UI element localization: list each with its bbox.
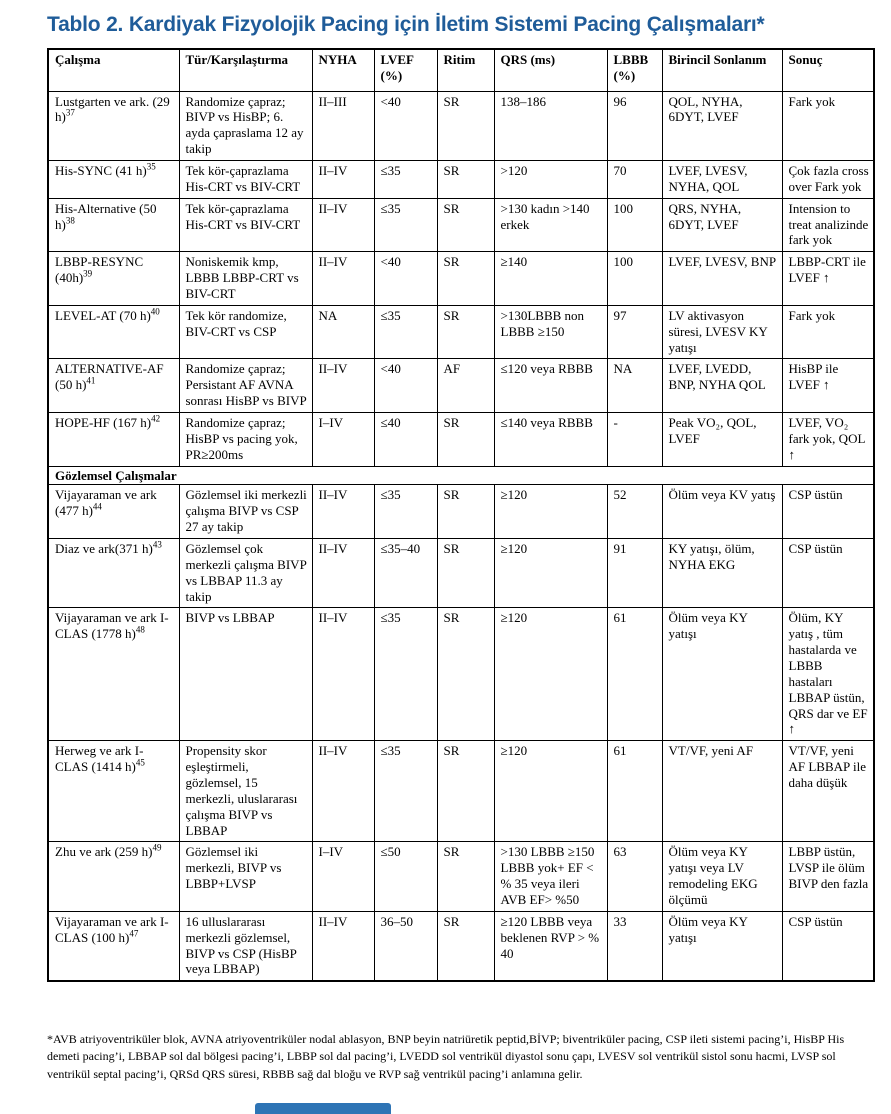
column-header-lvef: LVEF (%) <box>374 49 437 91</box>
cell-tur: Tek kör-çaprazlama His-CRT vs BIV-CRT <box>179 160 312 198</box>
reference-superscript: 48 <box>135 624 145 635</box>
cell-tur: Gözlemsel çok merkezli çalışma BIVP vs LBBAP 11.3 ay takip <box>179 538 312 607</box>
cell-calisma: LEVEL-AT (70 h)$^{40}$ <box>48 305 179 359</box>
cell-qrs: 138–186 <box>494 91 607 160</box>
table-row <box>48 305 874 359</box>
column-header-ritim: Ritim <box>437 49 494 91</box>
reference-superscript: 44 <box>92 501 102 512</box>
reference-superscript: 41 <box>86 375 96 386</box>
cell-lbbb: 96 <box>607 91 662 160</box>
cell-qrs: ≤120 veya RBBB <box>494 359 607 413</box>
table-row <box>48 252 874 306</box>
cell-lvef: <40 <box>374 359 437 413</box>
cell-lvef: ≤35 <box>374 198 437 252</box>
cell-lbbb: - <box>607 412 662 466</box>
page-title: Tablo 2. Kardiyak Fizyolojik Pacing için İletim Sistemi Pacing Çalışmaları* <box>47 13 765 36</box>
cell-calisma: Vijayaraman ve ark I-CLAS (1778 h)$^{48}$ <box>48 608 179 741</box>
table-row <box>48 608 874 741</box>
cell-calisma: His-Alternative (50 h)$^{38}$ <box>48 198 179 252</box>
cell-calisma: LBBP-RESYNC $(40h)^{39}$ <box>48 252 179 306</box>
cell-ritim: SR <box>437 412 494 466</box>
cell-ritim: SR <box>437 538 494 607</box>
cell-calisma: Lustgarten ve ark. (29 h)$^{37}$ <box>48 91 179 160</box>
cell-lvef: ≤35–40 <box>374 538 437 607</box>
cell-birincil: Ölüm veya KV yatış <box>662 485 782 539</box>
cell-lbbb: 52 <box>607 485 662 539</box>
cell-calisma: His-SYNC (41 h)$^{35}$ <box>48 160 179 198</box>
partial-blue-element <box>255 1103 391 1114</box>
cell-sonuc: VT/VF, yeni AF LBBAP ile daha düşük <box>782 741 874 842</box>
cell-tur: Tek kör randomize, BIV-CRT vs CSP <box>179 305 312 359</box>
cell-birincil: VT/VF, yeni AF <box>662 741 782 842</box>
cell-ritim: SR <box>437 741 494 842</box>
cell-nyha: II–IV <box>312 252 374 306</box>
table-row <box>48 538 874 607</box>
cell-tur: Noniskemik kmp, LBBB LBBP-CRT vs BIV-CRT <box>179 252 312 306</box>
cell-nyha: II–IV <box>312 741 374 842</box>
cell-qrs: >120 <box>494 160 607 198</box>
cell-sonuc: Fark yok <box>782 305 874 359</box>
table-row <box>48 359 874 413</box>
cell-calisma: Vijayaraman ve ark I-CLAS (100 h)$^{47}$ <box>48 911 179 981</box>
cell-sonuc: CSP üstün <box>782 485 874 539</box>
reference-superscript: 43 <box>152 539 162 550</box>
cell-lvef: ≤35 <box>374 305 437 359</box>
cell-birincil: LVEF, LVESV, BNP <box>662 252 782 306</box>
reference-superscript: 37 <box>65 108 75 119</box>
cell-nyha: I–IV <box>312 412 374 466</box>
cell-calisma: Vijayaraman ve ark (477 h)$^{44}$ <box>48 485 179 539</box>
cell-lbbb: NA <box>607 359 662 413</box>
cell-qrs: ≥120 <box>494 485 607 539</box>
section-divider-row <box>48 466 874 485</box>
cell-ritim: SR <box>437 608 494 741</box>
cell-ritim: SR <box>437 91 494 160</box>
column-header-lbbb: LBBB (%) <box>607 49 662 91</box>
cell-ritim: SR <box>437 252 494 306</box>
cell-lvef: ≤35 <box>374 741 437 842</box>
cell-lbbb: 33 <box>607 911 662 981</box>
cell-ritim: SR <box>437 911 494 981</box>
cell-qrs: >130 kadın >140 erkek <box>494 198 607 252</box>
cell-birincil: Peak VO₂, QOL, LVEF <box>662 412 782 466</box>
cell-lbbb: 91 <box>607 538 662 607</box>
table-row <box>48 198 874 252</box>
cell-tur: 16 ulluslararası merkezli gözlemsel, BIVP vs CSP (HisBP veya LBBAP) <box>179 911 312 981</box>
cell-qrs: ≥120 <box>494 538 607 607</box>
cell-sonuc: CSP üstün <box>782 911 874 981</box>
cell-nyha: II–IV <box>312 198 374 252</box>
cell-sonuc: Ölüm, KY yatış , tüm hastalarda ve LBBB hastaları LBBAP üstün, QRS dar ve EF ↑ <box>782 608 874 741</box>
cell-nyha: II–IV <box>312 538 374 607</box>
cell-tur: Randomize çapraz; HisBP vs pacing yok, PR≥200ms <box>179 412 312 466</box>
table-row <box>48 91 874 160</box>
cell-birincil: LVEF, LVEDD, BNP, NYHA QOL <box>662 359 782 413</box>
cell-calisma: Herweg ve ark I-CLAS (1414 h)$^{45}$ <box>48 741 179 842</box>
cell-tur: Propensity skor eşleştirmeli, gözlemsel, 15 merkezli, uluslararası çalışma BIVP vs LBBAP <box>179 741 312 842</box>
cell-tur: Gözlemsel iki merkezli çalışma BIVP vs CSP 27 ay takip <box>179 485 312 539</box>
reference-superscript: 45 <box>135 757 145 768</box>
table-row <box>48 412 874 466</box>
cell-lbbb: 61 <box>607 608 662 741</box>
table-row <box>48 485 874 539</box>
cell-lvef: <40 <box>374 91 437 160</box>
column-header-tur: Tür/Karşılaştırma <box>179 49 312 91</box>
cell-tur: BIVP vs LBBAP <box>179 608 312 741</box>
cell-nyha: I–IV <box>312 842 374 911</box>
cell-nyha: II–IV <box>312 608 374 741</box>
cell-calisma: HOPE-HF (167 h)$^{42}$ <box>48 412 179 466</box>
column-header-nyha: NYHA <box>312 49 374 91</box>
cell-birincil: LVEF, LVESV, NYHA, QOL <box>662 160 782 198</box>
cell-birincil: Ölüm veya KY yatışı veya LV remodeling EKG ölçümü <box>662 842 782 911</box>
column-header-sonuc: Sonuç <box>782 49 874 91</box>
cell-birincil: QRS, NYHA, 6DYT, LVEF <box>662 198 782 252</box>
cell-calisma: ALTERNATIVE-AF (50 h)$^{41}$ <box>48 359 179 413</box>
cell-nyha: NA <box>312 305 374 359</box>
reference-superscript: 49 <box>152 843 162 854</box>
cell-sonuc: LBBP-CRT ile LVEF ↑ <box>782 252 874 306</box>
cell-lbbb: 63 <box>607 842 662 911</box>
cell-qrs: ≥140 <box>494 252 607 306</box>
cell-tur: Tek kör-çaprazlama His-CRT vs BIV-CRT <box>179 198 312 252</box>
cell-qrs: ≤140 veya RBBB <box>494 412 607 466</box>
cell-sonuc: Intension to treat analizinde fark yok <box>782 198 874 252</box>
cell-lvef: <40 <box>374 252 437 306</box>
cell-sonuc: HisBP ile LVEF ↑ <box>782 359 874 413</box>
reference-superscript: 42 <box>151 413 161 424</box>
cell-nyha: II–IV <box>312 160 374 198</box>
table-footnote: *AVB atriyoventriküler blok, AVNA atriyoventriküler nodal ablasyon, BNP beyin natriüretik peptid,BİVP; biventriküler pacing, CSP ileti sistemi pacing’i, HisBP His demeti pacing’i, LBBAP sol dal bölgesi pacing’i, LBBP sol dal pacing’i, LVEDD sol ventrikül diyastol sonu çapı, LVESV sol ventrikül sistol sonu hacmi, LVSP sol ventrikül septal pacing’i, QRSd QRS süresi, RBBB sağ dal bloğu ve RVP sağ ventrikül pacing’i anlamına gelir. <box>47 1032 845 1081</box>
cell-lbbb: 70 <box>607 160 662 198</box>
cell-birincil: KY yatışı, ölüm, NYHA EKG <box>662 538 782 607</box>
cell-qrs: ≥120 <box>494 608 607 741</box>
cell-birincil: Ölüm veya KY yatışı <box>662 608 782 741</box>
reference-superscript: 47 <box>129 928 139 939</box>
cell-lbbb: 61 <box>607 741 662 842</box>
cell-calisma: Zhu ve ark (259 h)$^{49}$ <box>48 842 179 911</box>
cell-birincil: Ölüm veya KY yatışı <box>662 911 782 981</box>
cell-lbbb: 100 <box>607 252 662 306</box>
table-row <box>48 842 874 911</box>
table-header-row <box>48 49 874 91</box>
cell-lvef: ≤35 <box>374 608 437 741</box>
column-header-birincil: Birincil Sonlanım <box>662 49 782 91</box>
table-row <box>48 911 874 981</box>
table-row <box>48 160 874 198</box>
cell-nyha: II–IV <box>312 485 374 539</box>
cell-sonuc: LBBP üstün, LVSP ile ölüm BIVP den fazla <box>782 842 874 911</box>
cell-ritim: SR <box>437 160 494 198</box>
reference-superscript: 39 <box>83 268 93 279</box>
cell-sonuc: CSP üstün <box>782 538 874 607</box>
cell-nyha: II–III <box>312 91 374 160</box>
cell-lvef: ≤40 <box>374 412 437 466</box>
studies-table <box>47 48 875 982</box>
cell-tur: Gözlemsel iki merkezli, BIVP vs LBBP+LVSP <box>179 842 312 911</box>
cell-sonuc: LVEF, VO₂ fark yok, QOL ↑ <box>782 412 874 466</box>
table-row <box>48 741 874 842</box>
reference-superscript: 38 <box>65 215 75 226</box>
cell-ritim: SR <box>437 485 494 539</box>
cell-qrs: >130 LBBB ≥150 LBBB yok+ EF < % 35 veya ileri AVB EF> %50 <box>494 842 607 911</box>
cell-lbbb: 100 <box>607 198 662 252</box>
cell-calisma: Diaz ve ark(371 h)$^{43}$ <box>48 538 179 607</box>
cell-ritim: SR <box>437 305 494 359</box>
cell-birincil: LV aktivasyon süresi, LVESV KY yatışı <box>662 305 782 359</box>
cell-nyha: II–IV <box>312 911 374 981</box>
section-label: Gözlemsel Çalışmalar <box>48 466 874 485</box>
reference-superscript: 40 <box>150 306 160 317</box>
cell-lvef: ≤35 <box>374 485 437 539</box>
cell-sonuc: Fark yok <box>782 91 874 160</box>
column-header-calisma: Çalışma <box>48 49 179 91</box>
cell-ritim: SR <box>437 198 494 252</box>
cell-sonuc: Çok fazla cross over Fark yok <box>782 160 874 198</box>
cell-qrs: >130LBBB non LBBB ≥150 <box>494 305 607 359</box>
cell-lbbb: 97 <box>607 305 662 359</box>
column-header-qrs: QRS (ms) <box>494 49 607 91</box>
cell-ritim: SR <box>437 842 494 911</box>
cell-birincil: QOL, NYHA, 6DYT, LVEF <box>662 91 782 160</box>
cell-lvef: 36–50 <box>374 911 437 981</box>
cell-tur: Randomize çapraz; BIVP vs HisBP; 6. ayda çapraslama 12 ay takip <box>179 91 312 160</box>
reference-superscript: 35 <box>146 161 156 172</box>
cell-qrs: ≥120 <box>494 741 607 842</box>
cell-tur: Randomize çapraz; Persistant AF AVNA sonrası HisBP vs BIVP <box>179 359 312 413</box>
cell-ritim: AF <box>437 359 494 413</box>
cell-lvef: ≤35 <box>374 160 437 198</box>
cell-nyha: II–IV <box>312 359 374 413</box>
cell-qrs: ≥120 LBBB veya beklenen RVP > % 40 <box>494 911 607 981</box>
cell-lvef: ≤50 <box>374 842 437 911</box>
